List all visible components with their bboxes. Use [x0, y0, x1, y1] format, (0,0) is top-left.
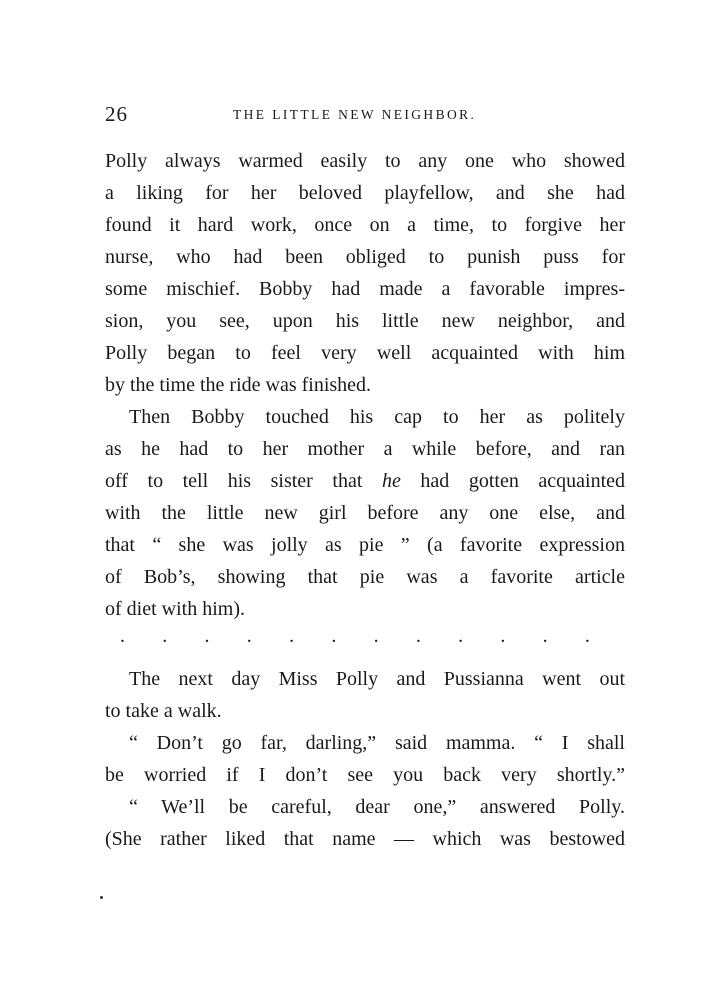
- text-line: as he had to her mother a while before, and ran: [105, 438, 625, 460]
- ink-speck: [100, 896, 103, 899]
- text-line: found it hard work, once on a time, to forgive her: [105, 214, 625, 236]
- text-line: nurse, who had been obliged to punish puss for: [105, 246, 625, 268]
- section-break-dot: .: [415, 625, 421, 647]
- section-break-dot: .: [289, 625, 295, 647]
- text-line: be worried if I don’t see you back very shortly.”: [105, 764, 625, 786]
- text-line: Polly always warmed easily to any one who showed: [105, 150, 625, 172]
- text-line: that “ she was jolly as pie ” (a favorite expression: [105, 534, 625, 556]
- text-line: of Bob’s, showing that pie was a favorite article: [105, 566, 625, 588]
- text-line: Polly began to feel very well acquainted with him: [105, 342, 625, 364]
- section-break-dot: .: [542, 625, 548, 647]
- running-title: THE LITTLE NEW NEIGHBOR.: [233, 107, 477, 122]
- text-line: of diet with him).: [105, 598, 245, 620]
- section-break-dot: .: [204, 625, 210, 647]
- text-line: sion, you see, upon his little new neighbor, and: [105, 310, 625, 332]
- text-line: Then Bobby touched his cap to her as politely: [129, 406, 625, 428]
- text-line: to take a walk.: [105, 700, 222, 722]
- text-segment: off to tell his sister that: [105, 470, 382, 492]
- text-line: with the little new girl before any one else, and: [105, 502, 625, 524]
- text-line: a liking for her beloved playfellow, and she had: [105, 182, 625, 204]
- section-break-dot: .: [162, 625, 168, 647]
- text-line: some mischief. Bobby had made a favorable impres-: [105, 278, 625, 300]
- section-break-dot: .: [584, 625, 590, 647]
- text-line-with-italic: [105, 465, 625, 497]
- text-line: “ We’ll be careful, dear one,” answered Polly.: [129, 796, 625, 818]
- section-break-dot: .: [246, 625, 252, 647]
- text-line: (She rather liked that name — which was bestowed: [105, 828, 625, 850]
- running-head: [105, 102, 625, 128]
- section-break-dots: [120, 625, 590, 649]
- text-line: “ Don’t go far, darling,” said mamma. “ I shall: [129, 732, 625, 754]
- section-break-dot: .: [331, 625, 337, 647]
- text-line: The next day Miss Polly and Pussianna went out: [129, 668, 625, 690]
- italic-word: he: [381, 470, 401, 492]
- text-line: by the time the ride was finished.: [105, 374, 372, 396]
- body-text-top: [105, 145, 625, 625]
- page-number: 26: [105, 102, 128, 126]
- text-segment: had gotten acquainted: [400, 470, 625, 492]
- section-break-dot: .: [373, 625, 379, 647]
- section-break-dot: .: [500, 625, 506, 647]
- section-break-dot: .: [120, 625, 125, 647]
- section-break-dot: .: [458, 625, 464, 647]
- body-text-bottom: [105, 663, 625, 855]
